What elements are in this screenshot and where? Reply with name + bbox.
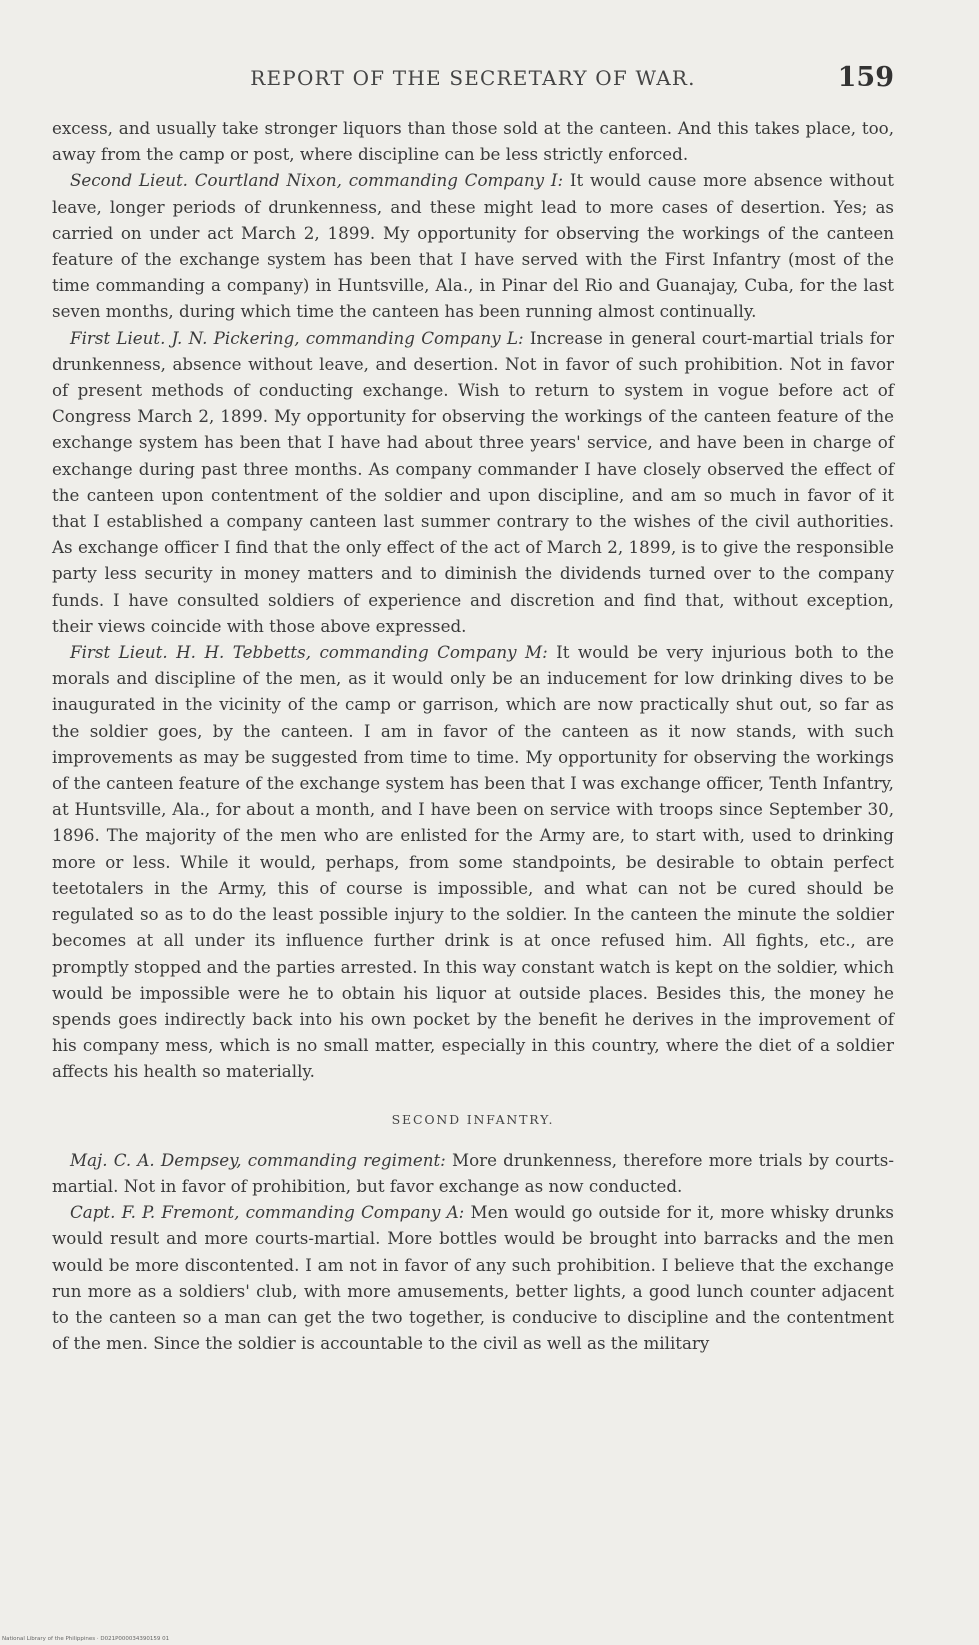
paragraph-text: It would cause more absence without leave, longer periods of drunkenness, and these might lead to more cases of desertion. Yes; as carried on under act March 2, 1899. My opportunity for observing the workings of the canteen feature of the exchange system has been that I have served with the First Infantry (most of the time commanding a company) in Huntsville, Ala., in Pinar del Rio and Guanajay, Cuba, for the last seven months, during which time the canteen has been running almost continually. [52, 170, 894, 322]
paragraph-text: Men would go outside for it, more whisky drunks would result and more courts-martial. More bottles would be brought into barracks and the men would be more discontented. I am not in favor of any such prohibition. I believe that the exchange run more as a soldiers' club, with more amusements, better lights, a good lunch counter adjacent to the canteen so a man can get the two together, is conducive to discipline and the contentment of the men. Since the soldier is accountable to the civil as well as the military [52, 1202, 894, 1354]
testimony-paragraph [52, 1147, 894, 1199]
testimony-paragraph [52, 639, 894, 1084]
page-number: 159 [837, 62, 894, 93]
paragraph-continuation [52, 115, 894, 167]
testimony-paragraph [52, 1199, 894, 1356]
speaker-label: Second Lieut. Courtland Nixon, commanding Company I: [70, 170, 564, 191]
page-header [52, 62, 894, 98]
testimony-paragraph [52, 167, 894, 324]
section-heading: SECOND INFANTRY. [391, 1111, 555, 1127]
paragraph-text: More drunkenness, therefore more trials by courts-martial. Not in favor of prohibition, but favor exchange as now conducted. [52, 1149, 894, 1196]
paragraph-text: Increase in general court-martial trials for drunkenness, absence without leave, and desertion. Not in favor of such prohibition. Not in favor of present methods of conducting exchange. Wish to return to system in vogue before act of Congress March 2, 1899. My opportunity for observing the workings of the canteen feature of the exchange system has been that I have had about three years' service, and have been in charge of exchange during past three months. As company commander I have closely observed the effect of the canteen upon contentment of the soldier and upon discipline, and am so much in favor of it that I established a company canteen last summer contrary to the wishes of the civil authorities. As exchange officer I find that the only effect of the act of March 2, 1899, is to give the responsible party less security in money matters and to diminish the dividends turned over to the company funds. I have consulted soldiers of experience and discretion and find that, without exception, their views coincide with those above expressed. [52, 327, 894, 636]
paragraph-text: It would be very injurious both to the morals and discipline of the men, as it would only be an inducement for low drinking dives to be inaugurated in the vicinity of the camp or garrison, which are now practically shut out, so far as the soldier goes, by the canteen. I am in favor of the canteen as it now stands, with such improvements as may be suggested from time to time. My opportunity for observing the workings of the canteen feature of the exchange system has been that I was exchange officer, Tenth Infantry, at Huntsville, Ala., for about a month, and I have been on service with troops since September 30, 1896. The majority of the men who are enlisted for the Army are, to start with, used to drinking more or less. While it would, perhaps, from some standpoints, be desirable to obtain perfect teetotalers in the Army, this of course is impossible, and what can not be cured should be regulated so as to do the least possible injury to the soldier. In the canteen the minute the soldier becomes at all under its influence further drink is at once refused him. All fights, etc., are promptly stopped and the parties arrested. In this way constant watch is kept on the soldier, which would be impossible were he to obtain his liquor at outside places. Besides this, the money he spends goes indirectly back into his own pocket by the benefit he derives in the improvement of his company mess, which is no small matter, especially in this country, where the diet of a soldier affects his health so materially. [52, 642, 894, 1082]
speaker-label: First Lieut. H. H. Tebbetts, commanding Company M: [70, 642, 548, 663]
running-head: REPORT OF THE SECRETARY OF WAR. [250, 66, 696, 90]
speaker-label: Maj. C. A. Dempsey, commanding regiment: [70, 1149, 446, 1170]
paragraph-text: excess, and usually take stronger liquors than those sold at the canteen. And this takes place, too, away from the camp or post, where discipline can be less strictly enforced. [52, 118, 894, 165]
speaker-label: Capt. F. P. Fremont, commanding Company A: [70, 1202, 465, 1223]
scan-credit: National Library of the Philippines · D021P000034390159 01 [2, 1636, 170, 1642]
body-text [52, 115, 894, 1356]
testimony-paragraph [52, 325, 894, 639]
speaker-label: First Lieut. J. N. Pickering, commanding Company L: [70, 327, 524, 348]
